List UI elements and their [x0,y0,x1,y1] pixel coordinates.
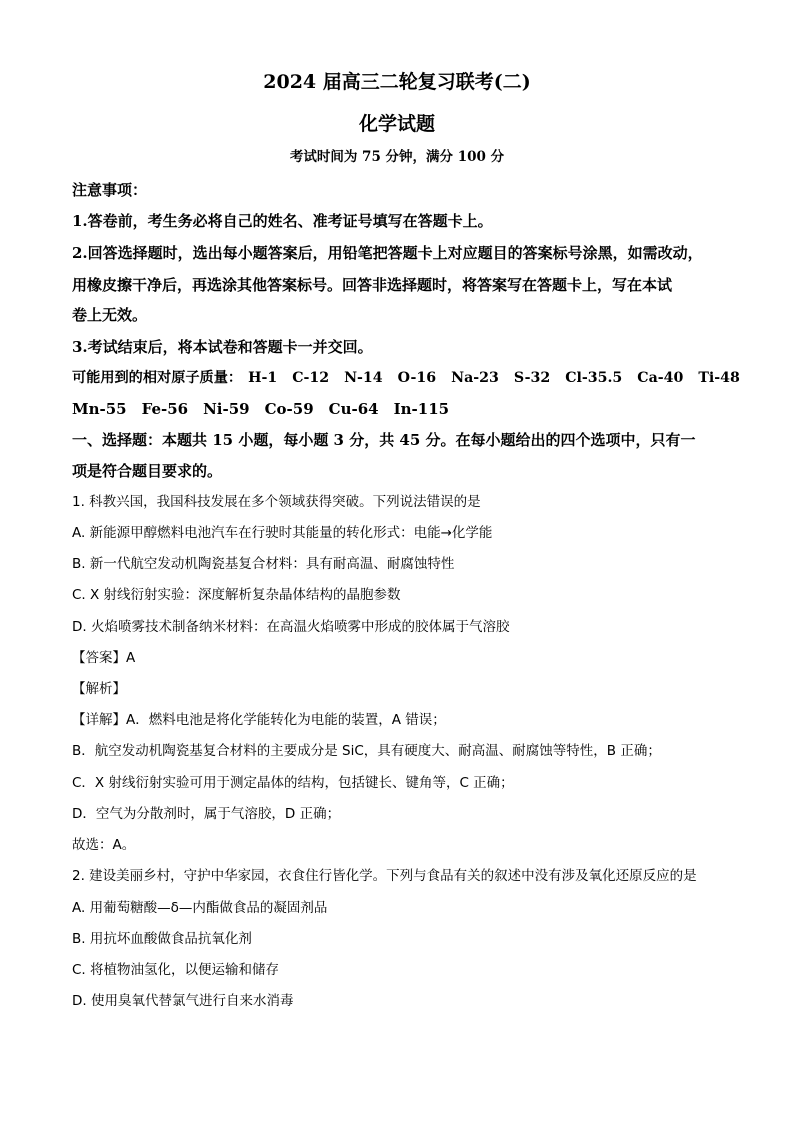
atomic-mass-item: S-32 [513,370,551,386]
atomic-mass-label: 可能用到的相对原子质量： [72,370,243,386]
atomic-mass-item: Ca-40 [637,370,684,386]
section-heading-line-2: 项是符合题目要求的。 [72,462,223,480]
atomic-mass-item: Ti-48 [698,370,740,386]
atomic-mass-item: Fe-56 [141,400,189,418]
question-1-option-a: A. 新能源甲醇燃料电池汽车在行驶时其能量的转化形式：电能→化学能 [72,525,493,541]
question-1-answer: 【答案】A [72,650,136,666]
question-2-option-d: D. 使用臭氧代替氯气进行自来水消毒 [72,993,294,1009]
atomic-mass-item: O-16 [397,370,437,386]
question-2-option-a: A. 用葡萄糖酸—δ—内酯做食品的凝固剂品 [72,900,328,916]
question-1-detail-d: D．空气为分散剂时，属于气溶胶，D 正确； [72,806,341,822]
atomic-mass-item: Ni-59 [203,400,250,418]
atomic-mass-item: Na-23 [451,370,499,386]
exam-title: 2024 届高三二轮复习联考(二) [263,71,531,93]
question-1-option-c: C. X 射线衍射实验：深度解析复杂晶体结构的晶胞参数 [72,587,401,603]
atomic-mass-item: Cu-64 [328,400,379,418]
question-1-option-b: B. 新一代航空发动机陶瓷基复合材料：具有耐高温、耐腐蚀特性 [72,556,455,572]
section-heading-line-1: 一、选择题：本题共 15 小题，每小题 3 分，共 45 分。在每小题给出的四个选项中，只有一 [72,431,696,449]
question-1-stem: 1. 科教兴国，我国科技发展在多个领域获得突破。下列说法错误的是 [72,494,481,510]
question-1-choose: 故选：A。 [72,837,136,853]
note-item-2-line-3: 卷上无效。 [72,306,148,324]
atomic-mass-item: C-12 [292,370,330,386]
atomic-mass-item: N-14 [344,370,383,386]
atomic-mass-item: Mn-55 [72,400,127,418]
exam-info: 考试时间为 75 分钟，满分 100 分 [289,149,505,165]
atomic-mass-item: Cl-35.5 [565,370,623,386]
question-2-option-c: C. 将植物油氢化，以便运输和储存 [72,962,280,978]
note-item-2-line-1: 2.回答选择题时，选出每小题答案后，用铅笔把答题卡上对应题目的答案标号涂黑，如需改动， [72,244,703,262]
atomic-mass-row-1 [72,371,740,385]
subject-title: 化学试题 [358,113,435,135]
note-item-2-line-2: 用橡皮擦干净后，再选涂其他答案标号。回答非选择题时，将答案写在答题卡上，写在本试 [72,276,673,294]
atomic-mass-item: H-1 [248,370,278,386]
question-2-stem: 2. 建设美丽乡村，守护中华家园，衣食住行皆化学。下列与食品有关的叙述中没有涉及氧化还原反应的是 [72,868,697,884]
atomic-mass-item: In-115 [393,400,450,418]
atomic-mass-row-2 [72,402,464,417]
question-1-detail-b: B．航空发动机陶瓷基复合材料的主要成分是 SiC，具有硬度大、耐高温、耐腐蚀等特性，B 正确； [72,743,661,759]
note-item-3: 3.考试结束后，将本试卷和答题卡一并交回。 [72,338,373,356]
question-1-analysis-label: 【解析】 [72,681,126,697]
note-item-1: 1.答卷前，考生务必将自己的姓名、准考证号填写在答题卡上。 [72,212,493,230]
question-1-detail-c: C．X 射线衍射实验可用于测定晶体的结构，包括键长、键角等，C 正确； [72,775,514,791]
question-2-option-b: B. 用抗坏血酸做食品抗氧化剂 [72,931,252,947]
atomic-mass-item: Co-59 [264,400,314,418]
question-1-option-d: D. 火焰喷雾技术制备纳米材料：在高温火焰喷雾中形成的胶体属于气溶胶 [72,619,510,635]
question-1-detail-a: 【详解】A．燃料电池是将化学能转化为电能的装置，A 错误； [72,712,446,728]
notes-heading: 注意事项： [72,181,148,199]
